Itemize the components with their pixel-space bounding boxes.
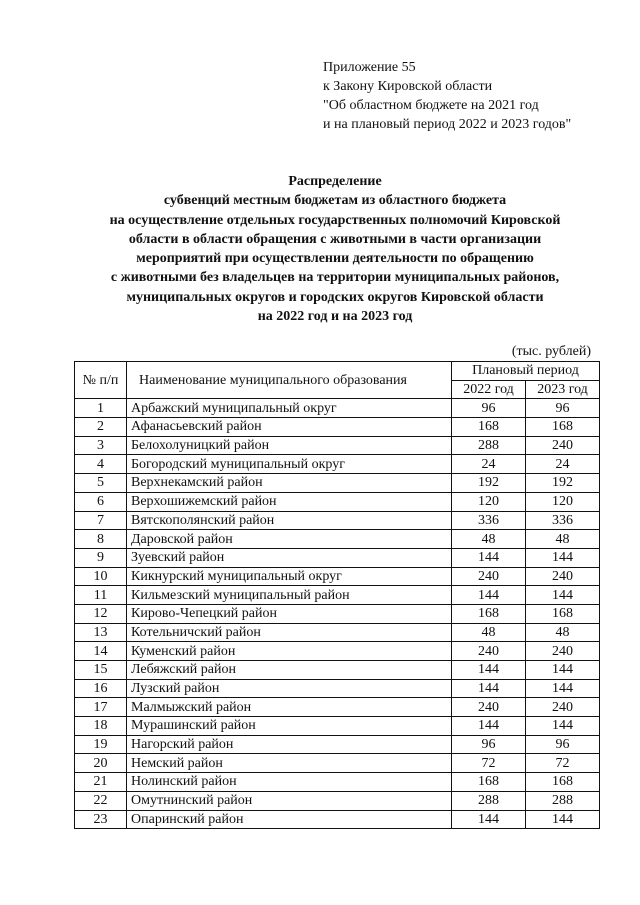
row-name-cell: Богородский муниципальный округ	[127, 455, 452, 474]
row-num-cell: 8	[75, 530, 127, 549]
appendix-line: "Об областном бюджете на 2021 год	[323, 98, 539, 113]
row-2023-cell: 144	[526, 661, 600, 680]
title-line: области в области обращения с животными в части организации	[128, 231, 542, 247]
title-line: на 2022 год и на 2023 год	[257, 309, 413, 325]
table-row	[75, 773, 600, 792]
row-2022-cell: 72	[452, 754, 526, 773]
table-row	[75, 698, 600, 717]
header-2022: 2022 год	[452, 380, 526, 399]
row-2023-cell: 48	[526, 530, 600, 549]
row-2023-cell: 96	[526, 399, 600, 418]
row-2022-cell: 48	[452, 623, 526, 642]
row-name-cell: Зуевский район	[127, 548, 452, 567]
units-label: (тыс. рублей)	[511, 344, 591, 359]
row-name-cell: Белохолуницкий район	[127, 436, 452, 455]
table-row	[75, 567, 600, 586]
row-name-cell: Опаринский район	[127, 810, 452, 829]
row-2023-cell: 240	[526, 436, 600, 455]
row-num-cell: 5	[75, 474, 127, 493]
row-name-cell: Афанасьевский район	[127, 418, 452, 437]
table-row	[75, 418, 600, 437]
row-2023-cell: 168	[526, 418, 600, 437]
row-name-cell: Омутнинский район	[127, 791, 452, 810]
row-2022-cell: 168	[452, 773, 526, 792]
row-2022-cell: 96	[452, 735, 526, 754]
title-line: с животными без владельцев на территории муниципальных районов,	[110, 270, 560, 286]
row-2022-cell: 144	[452, 661, 526, 680]
row-2023-cell: 144	[526, 810, 600, 829]
row-name-cell: Котельничский район	[127, 623, 452, 642]
table-row	[75, 548, 600, 567]
row-2022-cell: 240	[452, 567, 526, 586]
table-row	[75, 604, 600, 623]
row-2023-cell: 168	[526, 773, 600, 792]
row-2022-cell: 168	[452, 604, 526, 623]
title-line: мероприятий при осуществлении деятельности по обращению	[136, 251, 534, 267]
row-2022-cell: 288	[452, 791, 526, 810]
row-name-cell: Нолинский район	[127, 773, 452, 792]
row-2022-cell: 144	[452, 717, 526, 736]
row-num-cell: 1	[75, 399, 127, 418]
subsidy-table	[74, 361, 600, 829]
header-num: № п/п	[75, 362, 127, 399]
row-name-cell: Кильмезский муниципальный район	[127, 586, 452, 605]
table-row	[75, 586, 600, 605]
row-2022-cell: 24	[452, 455, 526, 474]
table-row	[75, 511, 600, 530]
row-num-cell: 19	[75, 735, 127, 754]
table-row	[75, 810, 600, 829]
table-row	[75, 474, 600, 493]
row-2023-cell: 72	[526, 754, 600, 773]
row-name-cell: Кирово-Чепецкий район	[127, 604, 452, 623]
row-name-cell: Куменский район	[127, 642, 452, 661]
appendix-line: к Закону Кировской области	[323, 79, 493, 94]
row-name-cell: Малмыжский район	[127, 698, 452, 717]
row-2023-cell: 240	[526, 698, 600, 717]
header-plan-period: Плановый период	[452, 362, 600, 381]
table-header-row	[75, 362, 600, 381]
table-row	[75, 754, 600, 773]
table-row	[75, 492, 600, 511]
row-2022-cell: 144	[452, 586, 526, 605]
document-title	[0, 172, 640, 326]
row-name-cell: Вятскополянский район	[127, 511, 452, 530]
row-2022-cell: 48	[452, 530, 526, 549]
row-num-cell: 22	[75, 791, 127, 810]
appendix-line: Приложение 55	[323, 60, 416, 75]
row-num-cell: 2	[75, 418, 127, 437]
table-row	[75, 623, 600, 642]
table-row	[75, 642, 600, 661]
title-line: на осуществление отдельных государственных полномочий Кировской	[109, 212, 561, 228]
header-2023: 2023 год	[526, 380, 600, 399]
row-name-cell: Верхнекамский район	[127, 474, 452, 493]
row-num-cell: 9	[75, 548, 127, 567]
row-2023-cell: 336	[526, 511, 600, 530]
row-name-cell: Верхошижемский район	[127, 492, 452, 511]
row-num-cell: 11	[75, 586, 127, 605]
table-row	[75, 791, 600, 810]
row-num-cell: 13	[75, 623, 127, 642]
row-2022-cell: 192	[452, 474, 526, 493]
row-name-cell: Арбажский муниципальный округ	[127, 399, 452, 418]
row-num-cell: 6	[75, 492, 127, 511]
table-row	[75, 717, 600, 736]
table-body	[75, 399, 600, 829]
row-name-cell: Немский район	[127, 754, 452, 773]
row-2022-cell: 288	[452, 436, 526, 455]
table-row	[75, 436, 600, 455]
row-2023-cell: 144	[526, 548, 600, 567]
appendix-note	[323, 58, 571, 134]
row-2023-cell: 96	[526, 735, 600, 754]
row-2022-cell: 144	[452, 810, 526, 829]
table-row	[75, 735, 600, 754]
row-name-cell: Кикнурский муниципальный округ	[127, 567, 452, 586]
row-num-cell: 4	[75, 455, 127, 474]
row-num-cell: 7	[75, 511, 127, 530]
row-2022-cell: 96	[452, 399, 526, 418]
row-2023-cell: 144	[526, 586, 600, 605]
row-2023-cell: 24	[526, 455, 600, 474]
appendix-line: и на плановый период 2022 и 2023 годов"	[323, 117, 572, 132]
row-num-cell: 20	[75, 754, 127, 773]
row-num-cell: 14	[75, 642, 127, 661]
row-2023-cell: 144	[526, 679, 600, 698]
row-2022-cell: 240	[452, 698, 526, 717]
row-2023-cell: 240	[526, 567, 600, 586]
row-name-cell: Нагорский район	[127, 735, 452, 754]
header-name: Наименование муниципального образования	[127, 362, 452, 399]
table-row	[75, 530, 600, 549]
row-2022-cell: 240	[452, 642, 526, 661]
row-name-cell: Лебяжский район	[127, 661, 452, 680]
table-row	[75, 661, 600, 680]
row-2023-cell: 240	[526, 642, 600, 661]
row-2022-cell: 144	[452, 548, 526, 567]
title-line: муниципальных округов и городских округов Кировской области	[126, 289, 544, 305]
row-2022-cell: 336	[452, 511, 526, 530]
row-name-cell: Даровской район	[127, 530, 452, 549]
row-name-cell: Мурашинский район	[127, 717, 452, 736]
row-num-cell: 17	[75, 698, 127, 717]
row-num-cell: 15	[75, 661, 127, 680]
row-num-cell: 23	[75, 810, 127, 829]
row-num-cell: 21	[75, 773, 127, 792]
row-2022-cell: 144	[452, 679, 526, 698]
row-2023-cell: 168	[526, 604, 600, 623]
table-row	[75, 455, 600, 474]
table-row	[75, 679, 600, 698]
row-num-cell: 10	[75, 567, 127, 586]
row-2023-cell: 288	[526, 791, 600, 810]
row-2023-cell: 48	[526, 623, 600, 642]
row-2022-cell: 120	[452, 492, 526, 511]
title-line: Распределение	[288, 174, 382, 189]
row-2022-cell: 168	[452, 418, 526, 437]
title-line: субвенций местным бюджетам из областного бюджета	[163, 193, 507, 209]
row-2023-cell: 144	[526, 717, 600, 736]
table-row	[75, 399, 600, 418]
row-num-cell: 3	[75, 436, 127, 455]
row-num-cell: 16	[75, 679, 127, 698]
row-num-cell: 18	[75, 717, 127, 736]
row-2023-cell: 192	[526, 474, 600, 493]
row-num-cell: 12	[75, 604, 127, 623]
row-2023-cell: 120	[526, 492, 600, 511]
row-name-cell: Лузский район	[127, 679, 452, 698]
